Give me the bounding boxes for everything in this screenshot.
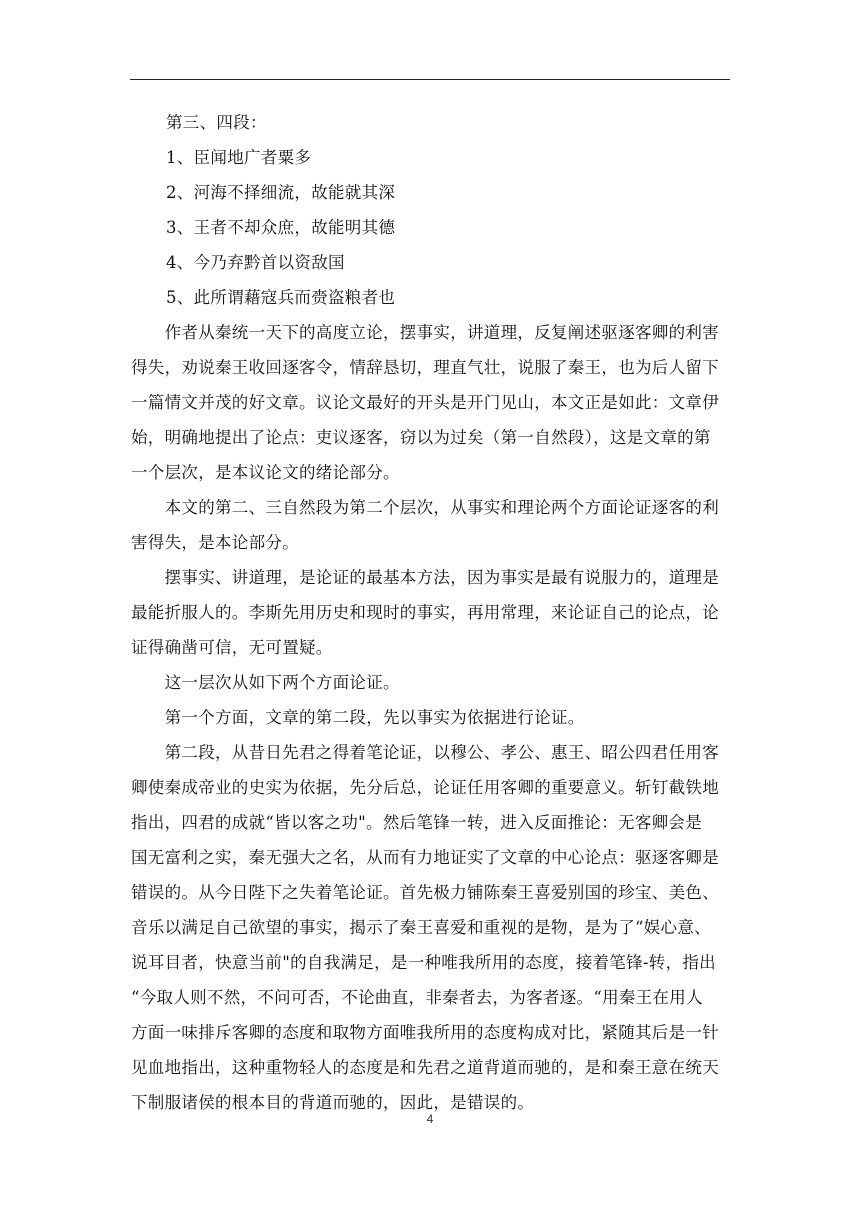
paragraph-line: 一篇情文并茂的好文章。议论文最好的开头是开门见山，本文正是如此：文章伊 bbox=[131, 393, 719, 412]
paragraph-line: 说耳目者，快意当前"的自我满足，是一种唯我所用的态度，接着笔锋-转，指出 bbox=[131, 953, 716, 972]
paragraph-line: 始，明确地提出了论点：吏议逐客，窃以为过矣（第一自然段），这是文章的第 bbox=[131, 428, 711, 447]
paragraph-line: 指出，四君的成就“皆以客之功"。然后笔锋一转，进入反面推论：无客卿会是 bbox=[131, 813, 703, 832]
paragraph-line: 见血地指出，这种重物轻人的态度是和先君之道背道而驰的，是和秦王意在统天 bbox=[131, 1058, 719, 1077]
paragraph-line: 一个层次，是本议论文的绪论部分。 bbox=[131, 463, 400, 482]
list-item: 1、臣闻地广者粟多 bbox=[166, 148, 312, 167]
paragraph-line: 最能折服人的。李斯先用历史和现时的事实，再用常理，来论证自己的论点，论 bbox=[131, 603, 719, 622]
paragraph-line: 卿使秦成帝业的史实为依据，先分后总，论证任用客卿的重要意义。斩钉截铁地 bbox=[131, 778, 719, 797]
paragraph-line: 作者从秦统一天下的高度立论，摆事实，讲道理，反复阐述驱逐客卿的利害 bbox=[131, 323, 719, 342]
paragraph-line: 证得确凿可信，无可置疑。 bbox=[131, 638, 333, 657]
paragraph-line: 摆事实、讲道理，是论证的最基本方法，因为事实是最有说服力的，道理是 bbox=[131, 568, 719, 587]
list-item: 5、此所谓藉寇兵而赍盗粮者也 bbox=[166, 288, 396, 307]
paragraph-line: 害得失，是本论部分。 bbox=[131, 533, 299, 552]
section-heading: 第三、四段： bbox=[166, 113, 267, 132]
list-item: 3、王者不却众庶，故能明其德 bbox=[166, 218, 396, 237]
document-body bbox=[131, 105, 731, 1120]
paragraph-line: 音乐以满足自己欲望的事实，揭示了秦王喜爱和重视的是物，是为了“娱心意、 bbox=[131, 918, 711, 937]
page-number: 4 bbox=[426, 1112, 434, 1126]
paragraph-line: 错误的。从今日陛下之失着笔论证。首先极力铺陈秦王喜爱别国的珍宝、美色、 bbox=[131, 883, 719, 902]
paragraph-line: 国无富利之实，秦无强大之名，从而有力地证实了文章的中心论点：驱逐客卿是 bbox=[131, 848, 719, 867]
paragraph-line: 方面一味排斥客卿的态度和取物方面唯我所用的态度构成对比，紧随其后是一针 bbox=[131, 1023, 719, 1042]
paragraph-line: 这一层次从如下两个方面论证。 bbox=[131, 673, 400, 692]
list-item: 2、河海不择细流，故能就其深 bbox=[166, 183, 396, 202]
paragraph-line: 本文的第二、三自然段为第二个层次，从事实和理论两个方面论证逐客的利 bbox=[131, 498, 719, 517]
paragraph-line: “今取人则不然，不问可否，不论曲直，非秦者去，为客者逐。“用秦王在用人 bbox=[131, 988, 703, 1007]
paragraph-line: 下制服诸侯的根本目的背道而驰的，因此，是错误的。 bbox=[131, 1093, 535, 1112]
paragraph-line: 第二段，从昔日先君之得着笔论证，以穆公、孝公、惠王、昭公四君任用客 bbox=[131, 743, 719, 762]
paragraph-line: 得失，劝说秦王收回逐客令，情辞恳切，理直气壮，说服了秦王，也为后人留下 bbox=[131, 358, 719, 377]
paragraph-line: 第一个方面，文章的第二段，先以事实为依据进行论证。 bbox=[131, 708, 585, 727]
list-item: 4、今乃弃黔首以资敌国 bbox=[166, 253, 345, 272]
header-rule bbox=[130, 79, 730, 80]
